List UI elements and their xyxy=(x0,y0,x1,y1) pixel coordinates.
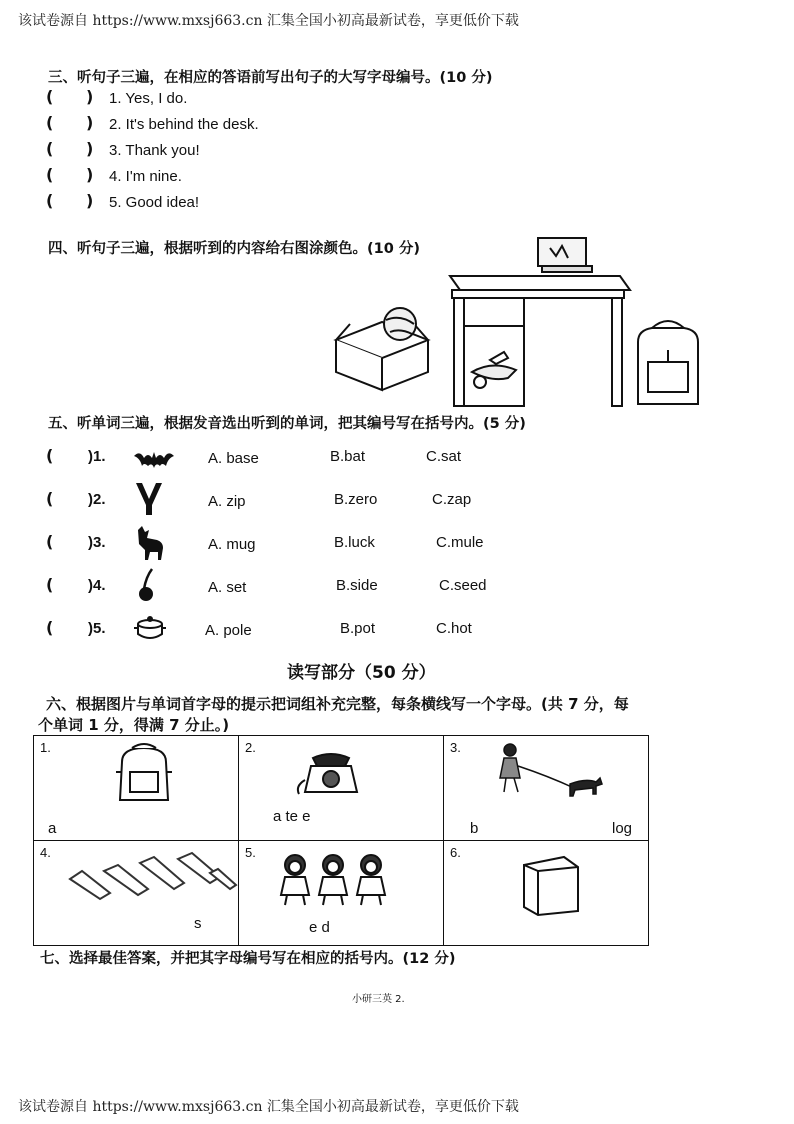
option-a: A. base xyxy=(208,450,259,467)
word-hint: e d xyxy=(309,919,330,936)
answer-blank[interactable]: ( xyxy=(46,575,54,594)
word-hint: b xyxy=(470,820,479,837)
option-a: A. zip xyxy=(208,493,246,510)
girl-walking-dog-icon xyxy=(486,740,606,800)
option-c: C.zap xyxy=(432,491,472,508)
option-b: B.luck xyxy=(334,534,375,551)
answer-blank[interactable]: ( xyxy=(46,532,54,551)
option-a: A. pole xyxy=(205,622,252,639)
answer-item xyxy=(46,87,188,107)
bat-icon xyxy=(132,444,176,470)
section-7-title: 七、选择最佳答案，并把其字母编号写在相应的括号内。(12 分) xyxy=(40,951,456,967)
box-with-globe-icon xyxy=(336,308,428,390)
section-4-title: 四、听句子三遍，根据听到的内容给右图涂颜色。(10 分) xyxy=(48,241,420,257)
item-number: )2. xyxy=(88,491,106,508)
source-footer: 该试卷源自 https://www.mxsj663.cn 汇集全国小初高最新试卷，享更低价下载 xyxy=(18,1099,519,1115)
answer-text: 4. I'm nine. xyxy=(109,168,182,185)
telephone-icon xyxy=(293,750,363,796)
paren-close: ) xyxy=(86,139,94,158)
item-number: )1. xyxy=(88,448,106,465)
option-b: B.side xyxy=(336,577,378,594)
choice-row xyxy=(46,618,506,644)
paren-open[interactable]: ( xyxy=(46,87,54,106)
answer-item xyxy=(46,165,182,185)
option-c: C.mule xyxy=(436,534,484,551)
word-hint: a xyxy=(48,820,57,837)
paren-close: ) xyxy=(86,191,94,210)
backpack-icon xyxy=(112,742,176,804)
item-number: )5. xyxy=(88,620,106,637)
cell-number: 1. xyxy=(40,740,51,755)
cell-number: 6. xyxy=(450,845,461,860)
book-icon xyxy=(538,238,592,272)
choice-row xyxy=(46,446,506,472)
donkey-icon xyxy=(134,524,168,562)
grid-cell xyxy=(34,736,239,841)
answer-text: 5. Good idea! xyxy=(109,194,200,211)
item-number: )4. xyxy=(88,577,106,594)
section-3-title: 三、听句子三遍，在相应的答语前写出句子的大写字母编号。(10 分) xyxy=(48,70,493,86)
answer-item xyxy=(46,113,259,133)
answer-blank[interactable]: ( xyxy=(46,446,54,465)
option-b: B.bat xyxy=(330,448,366,465)
word-hint: s xyxy=(194,915,202,932)
paren-close: ) xyxy=(86,87,94,106)
zipper-icon xyxy=(134,481,164,517)
grid-cell xyxy=(34,841,239,946)
section-6-title-line1: 六、根据图片与单词首字母的提示把词组补充完整，每条横线写一个字母。(共 7 分，每 xyxy=(46,695,629,713)
cell-number: 5. xyxy=(245,845,256,860)
answer-item xyxy=(46,139,200,159)
paren-close: ) xyxy=(86,113,94,132)
part-title: 读写部分（50 分） xyxy=(287,663,436,683)
paren-open[interactable]: ( xyxy=(46,113,54,132)
answer-blank[interactable]: ( xyxy=(46,489,54,508)
source-header: 该试卷源自 https://www.mxsj663.cn 汇集全国小初高最新试卷，享更低价下载 xyxy=(18,13,519,29)
paren-close: ) xyxy=(86,165,94,184)
option-a: A. mug xyxy=(208,536,256,553)
choice-row xyxy=(46,489,506,515)
cherry-icon xyxy=(136,567,162,603)
book-icon xyxy=(518,851,584,917)
option-b: B.zero xyxy=(334,491,378,508)
dolls-icon xyxy=(275,851,395,909)
grid-cell xyxy=(444,736,649,841)
grid-cell xyxy=(239,841,444,946)
option-c: C.hot xyxy=(436,620,472,637)
option-c: C.sat xyxy=(426,448,462,465)
pot-icon xyxy=(132,614,168,644)
cell-number: 4. xyxy=(40,845,51,860)
option-a: A. set xyxy=(208,579,247,596)
answer-item xyxy=(46,191,200,211)
picture-word-grid xyxy=(33,735,649,946)
answer-text: 2. It's behind the desk. xyxy=(109,116,259,133)
word-hint: a te e xyxy=(273,808,311,825)
toy-plane-icon xyxy=(472,352,516,388)
answer-text: 3. Thank you! xyxy=(109,142,200,159)
grid-cell xyxy=(444,841,649,946)
cell-number: 3. xyxy=(450,740,461,755)
grid-cell xyxy=(239,736,444,841)
choice-row xyxy=(46,575,506,601)
paren-open[interactable]: ( xyxy=(46,139,54,158)
option-c: C.seed xyxy=(439,577,487,594)
page-label: 小研三英 2. xyxy=(352,994,405,1005)
cell-number: 2. xyxy=(245,740,256,755)
desk-scene-illustration xyxy=(330,232,720,412)
choice-row xyxy=(46,532,506,558)
answer-text: 1. Yes, I do. xyxy=(109,90,188,107)
section-6-title-line2: 个单词 1 分，得满 7 分止。) xyxy=(38,716,230,734)
schoolbag-icon xyxy=(638,321,698,404)
word-hint-suffix: log xyxy=(612,820,633,837)
answer-blank[interactable]: ( xyxy=(46,618,54,637)
paren-open[interactable]: ( xyxy=(46,165,54,184)
item-number: )3. xyxy=(88,534,106,551)
section-5-title: 五、听单词三遍，根据发音选出听到的单词，把其编号写在括号内。(5 分) xyxy=(48,416,526,432)
hands-icon xyxy=(60,849,240,909)
option-b: B.pot xyxy=(340,620,376,637)
paren-open[interactable]: ( xyxy=(46,191,54,210)
